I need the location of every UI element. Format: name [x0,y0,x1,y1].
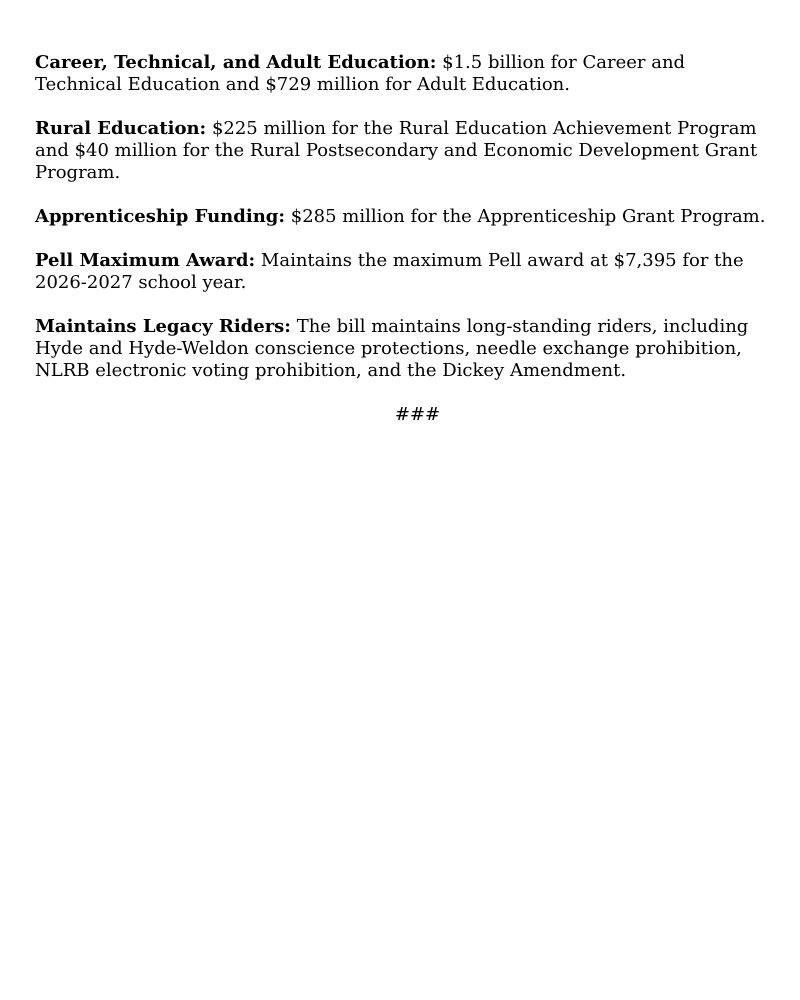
paragraph-body: Maintains the maximum Pell award at $7,395 for the 2026-2027 school year. [35,250,744,293]
paragraph-career-technical-adult-education [35,52,775,96]
end-of-release-mark: ### [394,404,441,425]
paragraph-heading: Maintains Legacy Riders: [35,316,291,337]
paragraph-maintains-legacy-riders [35,316,775,382]
paragraph-heading: Apprenticeship Funding: [35,206,286,227]
paragraph-body: The bill maintains long-standing riders, including Hyde and Hyde-Weldon conscience protections, needle exchange prohibition, NLRB electronic voting prohibition, and the Dickey Amendment. [35,316,749,381]
document-page [35,52,775,426]
paragraph-heading: Pell Maximum Award: [35,250,256,271]
paragraph-apprenticeship-funding [35,206,775,228]
paragraph-pell-maximum-award [35,250,775,294]
paragraph-rural-education [35,118,775,184]
paragraph-heading: Rural Education: [35,118,207,139]
paragraph-body: $1.5 billion for Career and Technical Education and $729 million for Adult Education. [35,52,686,95]
paragraph-body: $285 million for the Apprenticeship Grant Program. [290,206,766,227]
paragraph-heading: Career, Technical, and Adult Education: [35,52,437,73]
paragraph-body: $225 million for the Rural Education Achievement Program and $40 million for the Rural Postsecondary and Economic Development Grant Program. [35,118,758,183]
